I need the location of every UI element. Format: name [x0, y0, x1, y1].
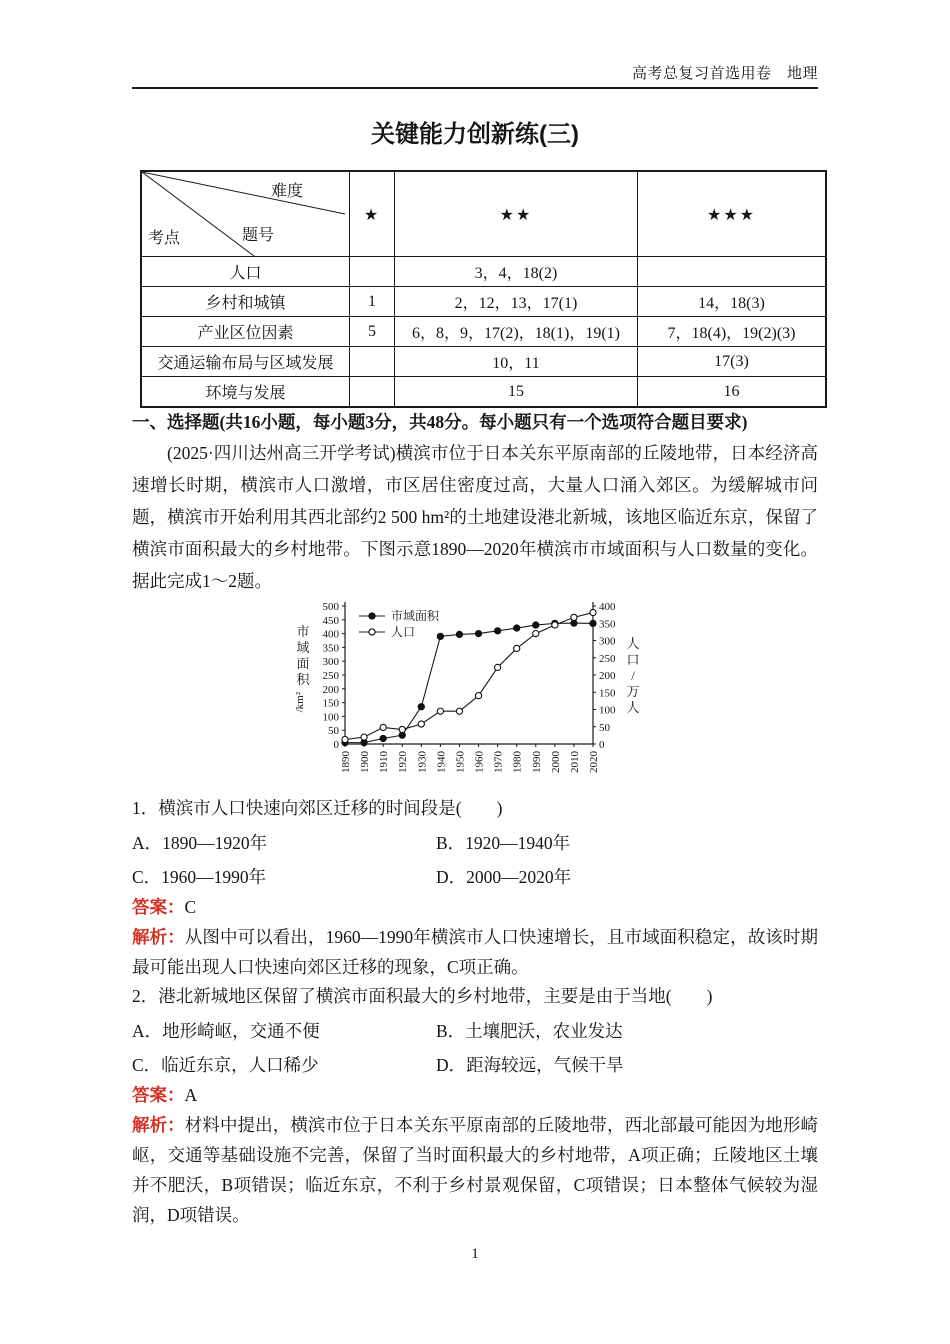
svg-text:1920: 1920: [397, 751, 410, 773]
svg-text:市: 市: [296, 624, 310, 639]
analysis-label: 解析：: [132, 927, 185, 947]
svg-text:100: 100: [322, 711, 339, 724]
question-1-analysis: [132, 922, 818, 982]
svg-text:2020: 2020: [588, 751, 600, 773]
option-a: A．1890—1920年: [132, 833, 268, 853]
svg-text:/: /: [631, 668, 635, 683]
question-2-analysis: [132, 1110, 818, 1230]
cell: 2，12，13，17(1): [395, 287, 638, 317]
svg-text:/km²: /km²: [294, 692, 306, 713]
question-1-options-row-1: [132, 830, 818, 855]
running-header: 高考总复习首选用卷 地理: [631, 66, 818, 82]
svg-text:万: 万: [626, 684, 640, 699]
table-row: [141, 287, 826, 317]
topic-cell: 人口: [141, 257, 350, 287]
svg-text:150: 150: [599, 687, 616, 700]
svg-text:面: 面: [296, 656, 310, 671]
question-2-answer: [132, 1082, 818, 1107]
svg-text:人口: 人口: [391, 625, 416, 639]
svg-text:400: 400: [599, 601, 616, 613]
cell: 5: [350, 317, 395, 347]
area-population-line-chart: [287, 592, 663, 792]
table-corner-cell: [141, 171, 350, 257]
page-number: 1: [471, 1246, 479, 1262]
header-rule: [132, 87, 818, 89]
cell: 14，18(3): [638, 287, 827, 317]
svg-text:200: 200: [322, 683, 339, 696]
question-1-answer: [132, 894, 818, 919]
table-row: [141, 317, 826, 347]
svg-text:100: 100: [599, 704, 616, 717]
answer-value: C: [184, 897, 197, 917]
cell: [638, 257, 827, 287]
option-c: C．临近东京，人口稀少: [132, 1055, 319, 1075]
cell: 7，18(4)，19(2)(3): [638, 317, 827, 347]
svg-text:1960: 1960: [473, 751, 486, 773]
analysis-text: 材料中提出，横滨市位于日本关东平原南部的丘陵地带，西北部最可能因为地形崎岖，交通等基础设施不完善，保留了当时面积最大的乡村地带，A项正确；丘陵地区土壤并不肥沃，B项错误；临近东京，不利于乡村景观保留，C项错误；日本整体气候较为湿润，D项错误。: [132, 1115, 819, 1225]
svg-text:人: 人: [626, 636, 640, 651]
svg-text:1900: 1900: [359, 751, 372, 773]
answer-value: A: [184, 1085, 198, 1105]
question-2-options-row-1: [132, 1018, 818, 1043]
svg-text:300: 300: [599, 635, 616, 648]
corner-label-question-number: 题号: [242, 227, 275, 244]
svg-text:积: 积: [296, 672, 310, 687]
column-header-two-star: ★★: [395, 171, 638, 257]
cell: [350, 257, 395, 287]
section-heading: 一、选择题(共16小题，每小题3分，共48分。每小题只有一个选项符合题目要求): [132, 412, 748, 432]
svg-text:500: 500: [322, 601, 339, 613]
svg-text:200: 200: [599, 670, 616, 682]
svg-text:1910: 1910: [378, 751, 391, 773]
cell: 3，4，18(2): [395, 257, 638, 287]
svg-text:市域面积: 市域面积: [391, 609, 440, 623]
svg-text:300: 300: [322, 656, 339, 669]
svg-text:150: 150: [322, 697, 339, 710]
option-b: B．土壤肥沃，农业发达: [436, 1021, 623, 1041]
option-b: B．1920—1940年: [436, 833, 571, 853]
analysis-text: 从图中可以看出，1960—1990年横滨市人口快速增长，且市域面积稳定，故该时期最可能出现人口快速向郊区迁移的现象，C项正确。: [132, 927, 819, 977]
corner-label-difficulty: 难度: [270, 183, 303, 200]
svg-text:450: 450: [322, 614, 339, 627]
topic-cell: 乡村和城镇: [141, 287, 350, 317]
table-row: [141, 377, 826, 408]
cell: [350, 347, 395, 377]
svg-text:1890: 1890: [340, 751, 352, 773]
cell: [350, 377, 395, 408]
svg-text:1970: 1970: [492, 751, 505, 773]
svg-text:域: 域: [296, 640, 310, 655]
topic-cell: 环境与发展: [141, 377, 350, 408]
svg-text:1980: 1980: [511, 751, 524, 773]
svg-text:人: 人: [626, 700, 640, 715]
question-2-stem: 2．港北新城地区保留了横滨市面积最大的乡村地带，主要是由于当地( ): [132, 986, 713, 1006]
svg-text:400: 400: [322, 628, 339, 641]
cell: 15: [395, 377, 638, 408]
cell: 17(3): [638, 347, 827, 377]
svg-text:0: 0: [333, 739, 339, 751]
option-d: D．2000—2020年: [436, 867, 572, 887]
cell: 10，11: [395, 347, 638, 377]
answer-label: 答案：: [132, 1085, 185, 1105]
svg-text:口: 口: [626, 652, 640, 667]
option-a: A．地形崎岖，交通不便: [132, 1021, 320, 1041]
svg-text:1990: 1990: [530, 751, 543, 773]
topic-cell: 交通运输布局与区域发展: [141, 347, 350, 377]
table-row: [141, 257, 826, 287]
svg-text:0: 0: [599, 739, 605, 751]
cell: 1: [350, 287, 395, 317]
svg-text:2010: 2010: [568, 751, 581, 773]
answer-label: 答案：: [132, 897, 185, 917]
cell: 16: [638, 377, 827, 408]
chart-container: [287, 592, 663, 792]
svg-text:50: 50: [328, 725, 339, 738]
svg-text:350: 350: [599, 618, 616, 631]
table-row: [141, 347, 826, 377]
cell: 6，8，9，17(2)，18(1)，19(1): [395, 317, 638, 347]
question-2-options-row-2: [132, 1052, 818, 1077]
svg-text:250: 250: [599, 652, 616, 665]
svg-text:1950: 1950: [454, 751, 467, 773]
svg-text:1930: 1930: [416, 751, 429, 773]
topic-cell: 产业区位因素: [141, 317, 350, 347]
analysis-label: 解析：: [132, 1115, 185, 1135]
question-1-options-row-2: [132, 864, 818, 889]
svg-text:1940: 1940: [435, 751, 448, 773]
column-header-three-star: ★★★: [638, 171, 827, 257]
question-1-stem: 1．横滨市人口快速向郊区迁移的时间段是( ): [132, 798, 503, 818]
column-header-one-star: ★: [350, 171, 395, 257]
difficulty-overview-table: [140, 170, 827, 408]
option-d: D．距海较远，气候干旱: [436, 1055, 624, 1075]
svg-text:2000: 2000: [549, 751, 562, 773]
svg-text:50: 50: [599, 721, 610, 734]
option-c: C．1960—1990年: [132, 867, 267, 887]
svg-text:250: 250: [322, 670, 339, 682]
page-title: 关键能力创新练(三): [371, 121, 579, 148]
svg-text:350: 350: [322, 642, 339, 655]
corner-label-topic: 考点: [148, 230, 181, 247]
question-material-paragraph: (2025·四川达州高三开学考试)横滨市位于日本关东平原南部的丘陵地带，日本经济高速增长时期，横滨市人口激增，市区居住密度过高，大量人口涌入郊区。为缓解城市问题，横滨市开始利用其西北部约2 500 hm²的土地建设港北新城，该地区临近东京，保留了横滨市面积最大的乡村地带。下图示意1890—2020年横滨市市域面积与人口数量的变化。据此完成1～2题。: [132, 443, 818, 591]
